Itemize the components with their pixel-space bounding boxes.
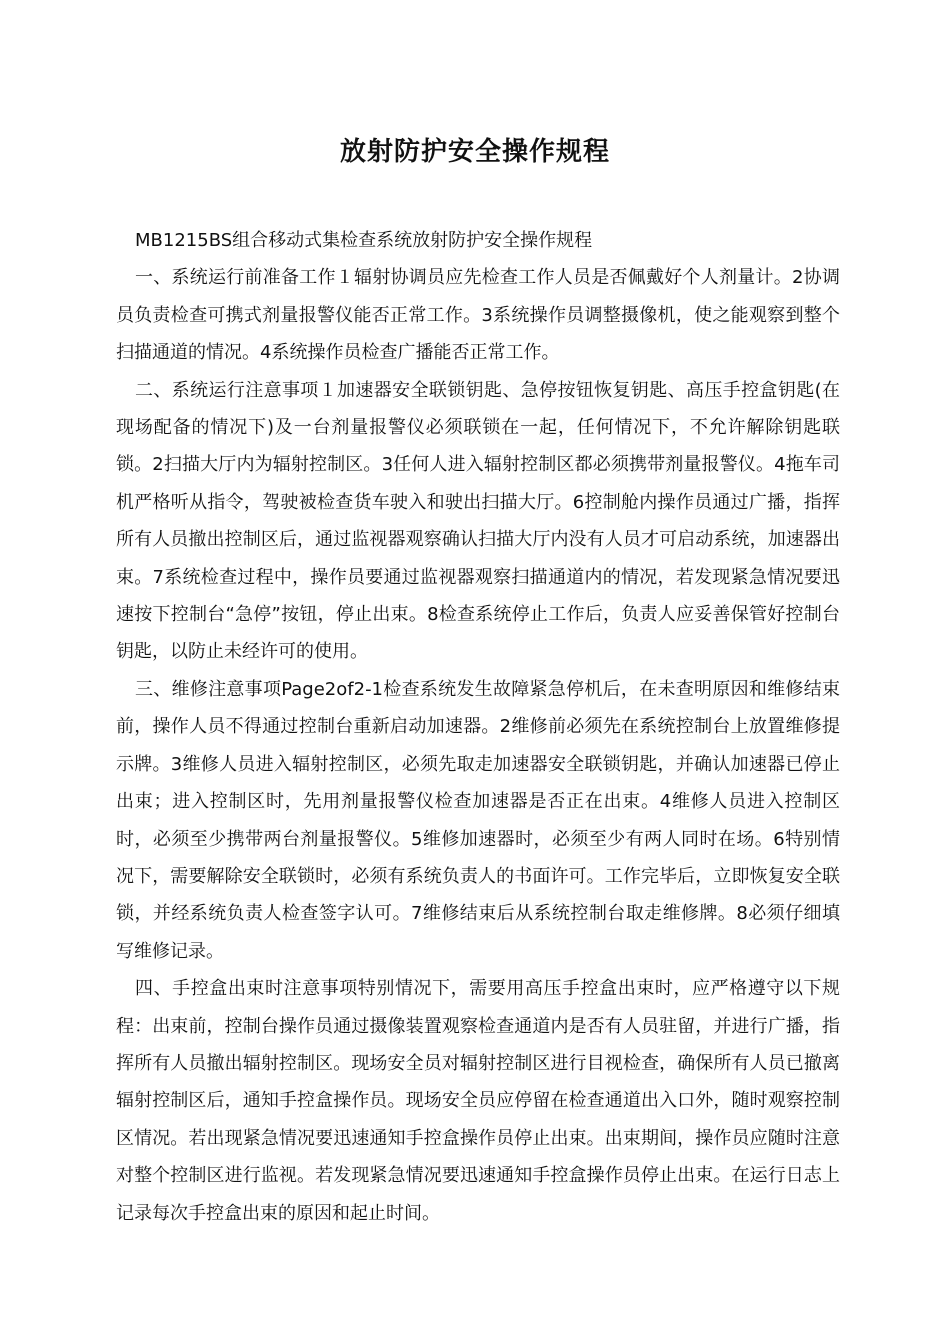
paragraph-section-2: 二、系统运行注意事项１加速器安全联锁钥匙、急停按钮恢复钥匙、高压手控盒钥匙(在现场配备的情况下)及一台剂量报警仪必须联锁在一起，任何情况下，不允许解除钥匙联锁。2扫描大厅内为辐射控制区。3任何人进入辐射控制区都必须携带剂量报警仪。4拖车司机严格听从指令，驾驶被检查货车驶入和驶出扫描大厅。6控制舱内操作员通过广播，指挥所有人员撤出控制区后，通过监视器观察确认扫描大厅内没有人员才可启动系统，加速器出束。7系统检查过程中，操作员要通过监视器观察扫描通道内的情况，若发现紧急情况要迅速按下控制台“急停”按钮，停止出束。8检查系统停止工作后，负责人应妥善保管好控制台钥匙，以防止未经许可的使用。 <box>116 379 840 663</box>
paragraph-subtitle: MB1215BS组合移动式集检查系统放射防护安全操作规程 <box>135 230 593 251</box>
paragraph-section-1: 一、系统运行前准备工作１辐射协调员应先检查工作人员是否佩戴好个人剂量计。2协调员负责检查可携式剂量报警仪能否正常工作。3系统操作员调整摄像机，使之能观察到整个扫描通道的情况。4系统操作员检查广播能否正常工作。 <box>116 267 840 364</box>
document-body <box>116 222 840 1232</box>
paragraph-section-4: 四、手控盒出束时注意事项特别情况下，需要用高压手控盒出束时，应严格遵守以下规程：出束前，控制台操作员通过摄像装置观察检查通道内是否有人员驻留，并进行广播，指挥所有人员撤出辐射控制区。现场安全员对辐射控制区进行目视检查，确保所有人员已撤离辐射控制区后，通知手控盒操作员。现场安全员应停留在检查通道出入口外，随时观察控制区情况。若出现紧急情况要迅速通知手控盒操作员停止出束。出束期间，操作员应随时注意对整个控制区进行监视。若发现紧急情况要迅速通知手控盒操作员停止出束。在运行日志上记录每次手控盒出束的原因和起止时间。 <box>116 978 840 1224</box>
document-title: 放射防护安全操作规程 <box>339 137 610 167</box>
paragraph-section-3: 三、维修注意事项Page2of2-1检查系统发生故障紧急停机后，在未查明原因和维修结束前，操作人员不得通过控制台重新启动加速器。2维修前必须先在系统控制台上放置维修提示牌。3维修人员进入辐射控制区，必须先取走加速器安全联锁钥匙，并确认加速器已停止出束；进入控制区时，先用剂量报警仪检查加速器是否正在出束。4维修人员进入控制区时，必须至少携带两台剂量报警仪。5维修加速器时，必须至少有两人同时在场。6特别情况下，需要解除安全联锁时，必须有系统负责人的书面许可。工作完毕后，立即恢复安全联锁，并经系统负责人检查签字认可。7维修结束后从系统控制台取走维修牌。8必须仔细填写维修记录。 <box>116 678 840 962</box>
